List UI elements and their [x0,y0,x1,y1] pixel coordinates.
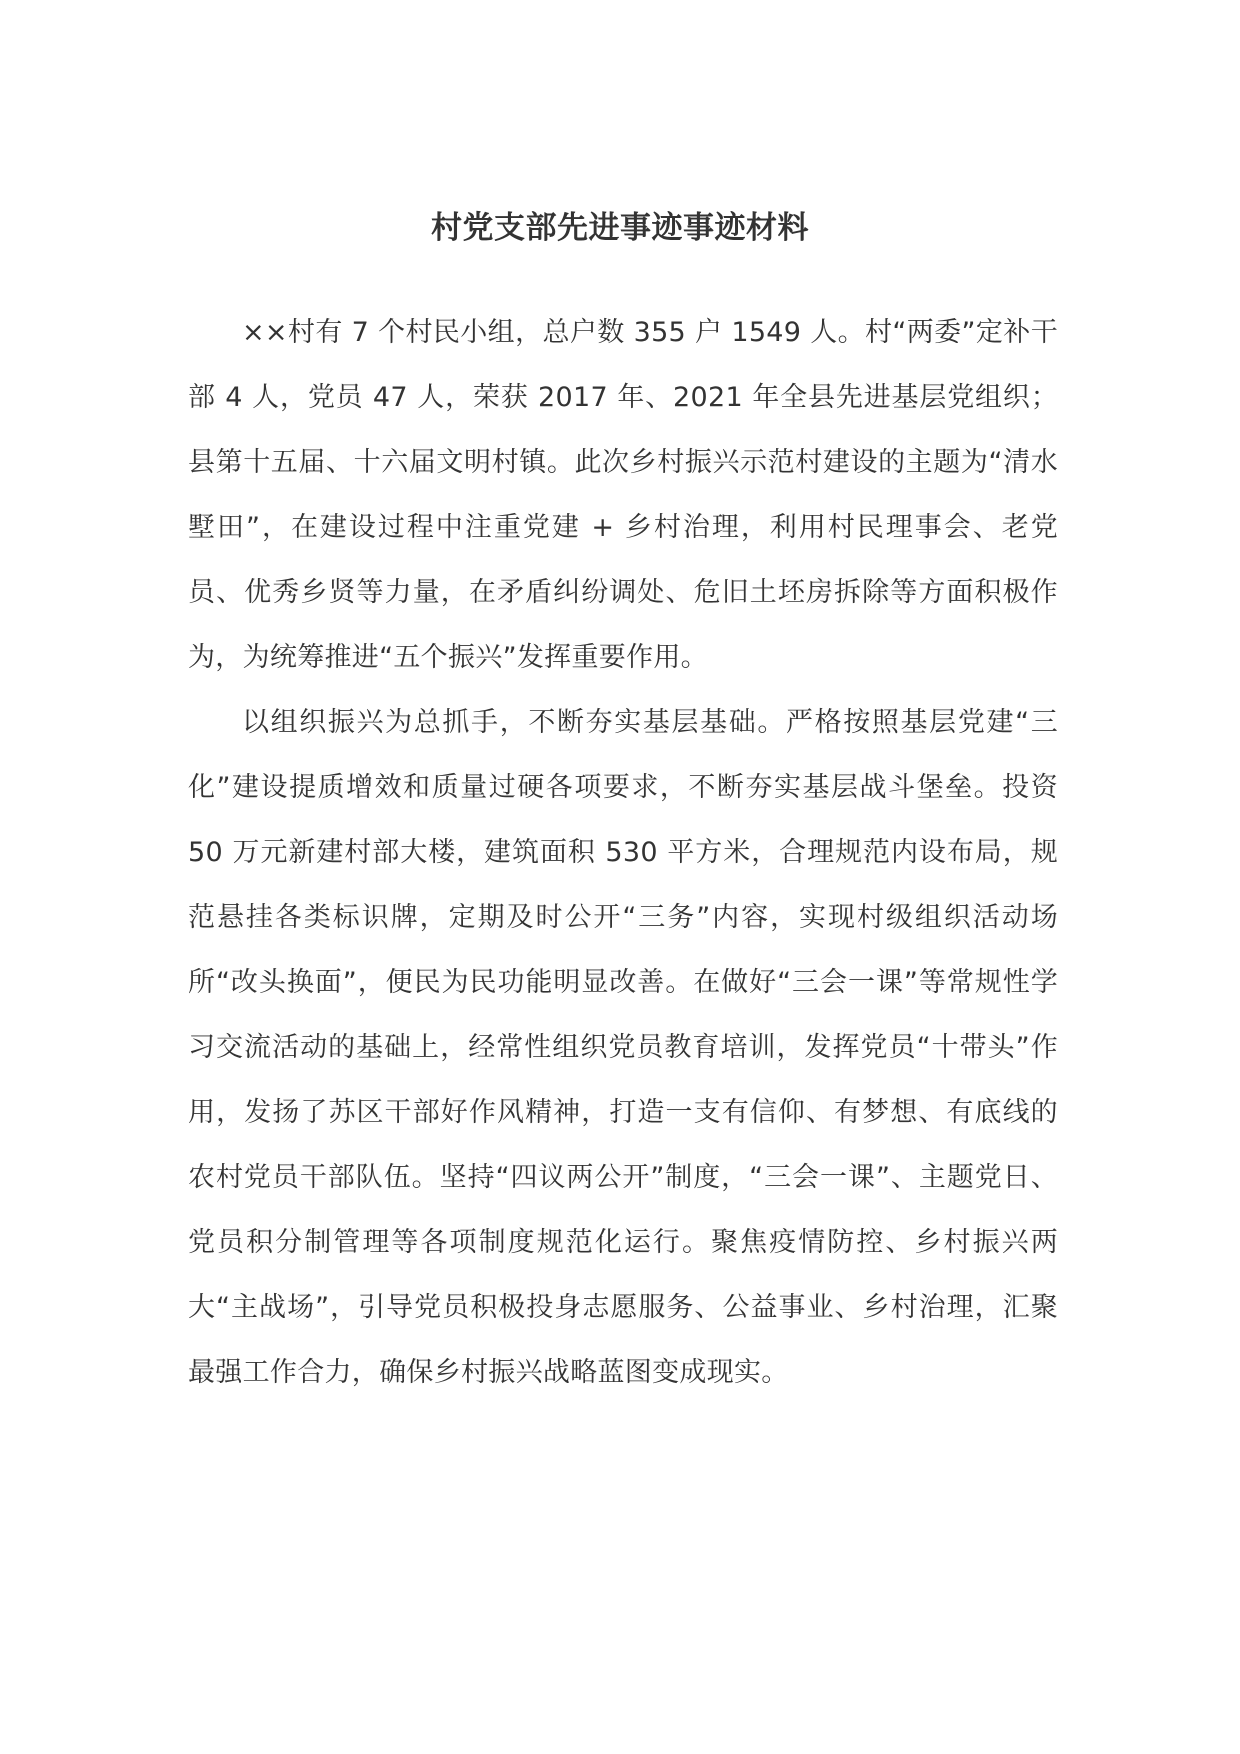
document-title: 村党支部先进事迹事迹材料 [431,210,809,246]
paragraph-overview: ××村有 7 个村民小组，总户数 355 户 1549 人。村“两委”定补干部 4 人，党员 47 人，荣获 2017 年、2021 年全县先进基层党组织；县第十五届、十六届文明村镇。此次乡村振兴示范村建设的主题为“清水墅田”，在建设过程中注重党建 + 乡村治理，利用村民理事会、老党员、优秀乡贤等力量，在矛盾纠纷调处、危旧土坯房拆除等方面积极作为，为统筹推进“五个振兴”发挥重要作用。 [188,317,1058,673]
document-body [188,300,1058,1405]
paragraph-organization: 以组织振兴为总抓手，不断夯实基层基础。严格按照基层党建“三化”建设提质增效和质量过硬各项要求，不断夯实基层战斗堡垒。投资 50 万元新建村部大楼，建筑面积 530 平方米，合理规范内设布局，规范悬挂各类标识牌，定期及时公开“三务”内容，实现村级组织活动场所“改头换面”，便民为民功能明显改善。在做好“三会一课”等常规性学习交流活动的基础上，经常性组织党员教育培训，发挥党员“十带头”作用，发扬了苏区干部好作风精神，打造一支有信仰、有梦想、有底线的农村党员干部队伍。坚持“四议两公开”制度，“三会一课”、主题党日、党员积分制管理等各项制度规范化运行。聚焦疫情防控、乡村振兴两大“主战场”，引导党员积极投身志愿服务、公益事业、乡村治理，汇聚最强工作合力，确保乡村振兴战略蓝图变成现实。 [188,707,1058,1388]
